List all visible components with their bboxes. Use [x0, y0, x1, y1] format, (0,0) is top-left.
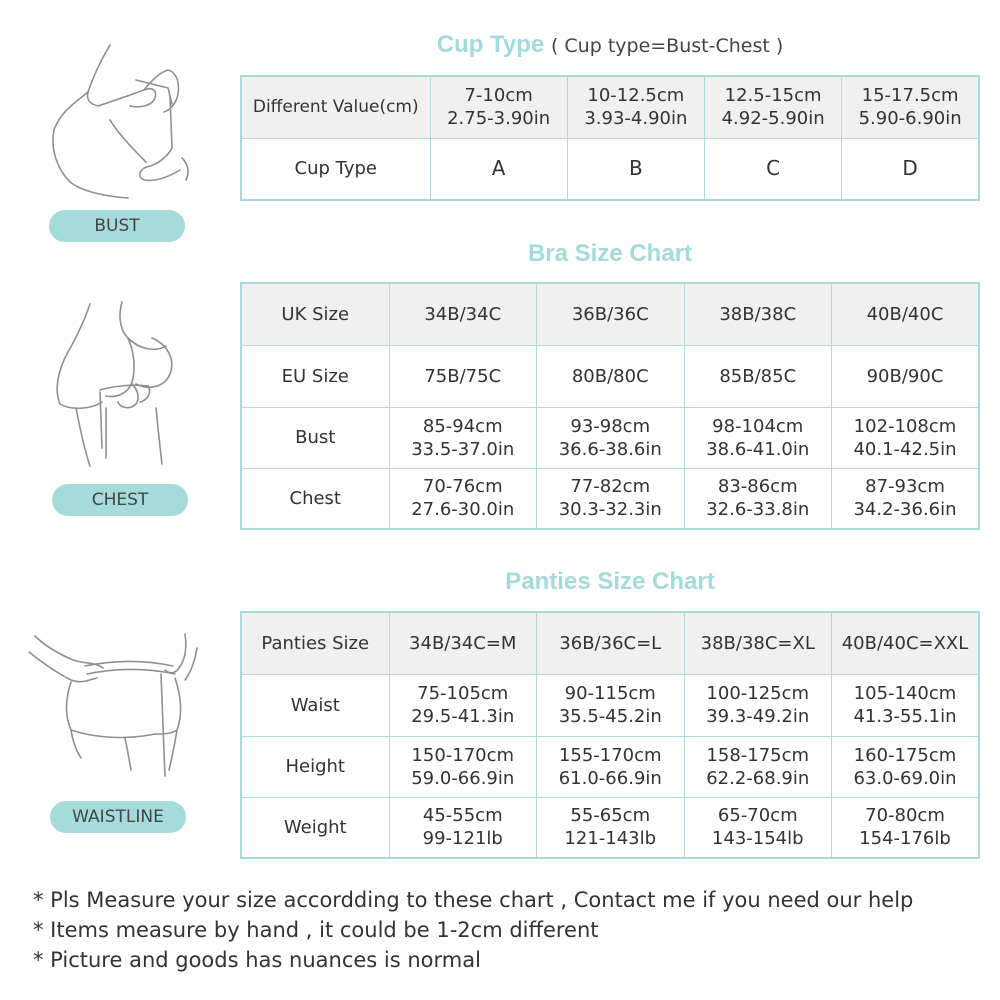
bust-measurement-illustration	[40, 40, 200, 200]
bra-size-cell: 90B/90C	[832, 345, 980, 407]
waistline-label: WAISTLINE	[50, 801, 186, 833]
chest-cell: 70-76cm 27.6-30.0in	[389, 468, 537, 529]
cup-range-cell: 12.5-15cm 4.92-5.90in	[705, 76, 842, 138]
waistline-measurement-illustration	[25, 630, 205, 780]
eu-size-row-header: EU Size	[241, 345, 389, 407]
panties-size-cell: 40B/40C=XXL	[832, 612, 980, 674]
bra-size-cell: 36B/36C	[537, 283, 685, 345]
cup-range-cell: 10-12.5cm 3.93-4.90in	[567, 76, 704, 138]
bra-size-cell: 40B/40C	[832, 283, 980, 345]
different-value-header: Different Value(cm)	[241, 76, 430, 138]
cup-letter-cell: A	[430, 138, 567, 200]
bra-size-cell: 80B/80C	[537, 345, 685, 407]
bra-size-cell: 34B/34C	[389, 283, 537, 345]
weight-cell: 55-65cm 121-143lb	[537, 797, 685, 858]
weight-cell: 70-80cm 154-176lb	[832, 797, 980, 858]
bust-cell: 102-108cm 40.1-42.5in	[832, 407, 980, 468]
chest-row-header: Chest	[241, 468, 389, 529]
height-cell: 150-170cm 59.0-66.9in	[389, 736, 537, 797]
weight-row-header: Weight	[241, 797, 389, 858]
panties-size-cell: 36B/36C=L	[537, 612, 685, 674]
bust-cell: 98-104cm 38.6-41.0in	[684, 407, 832, 468]
bra-size-chart-title: Bra Size Chart	[527, 240, 693, 267]
weight-cell: 45-55cm 99-121lb	[389, 797, 537, 858]
bra-size-table	[240, 282, 980, 530]
weight-cell: 65-70cm 143-154lb	[684, 797, 832, 858]
chest-measurement-illustration	[40, 298, 200, 468]
cup-range-cell: 7-10cm 2.75-3.90in	[430, 76, 567, 138]
panties-size-cell: 34B/34C=M	[389, 612, 537, 674]
height-row-header: Height	[241, 736, 389, 797]
bust-cell: 93-98cm 36.6-38.6in	[537, 407, 685, 468]
chest-label: CHEST	[52, 484, 188, 516]
panties-size-table	[240, 611, 980, 859]
chest-cell: 87-93cm 34.2-36.6in	[832, 468, 980, 529]
bra-size-cell: 38B/38C	[684, 283, 832, 345]
bra-size-cell: 75B/75C	[389, 345, 537, 407]
cup-type-subtitle: ( Cup type=Bust-Chest )	[550, 35, 784, 57]
cup-type-table	[240, 75, 980, 201]
cup-range-cell: 15-17.5cm 5.90-6.90in	[842, 76, 979, 138]
waist-row-header: Waist	[241, 674, 389, 736]
waist-cell: 90-115cm 35.5-45.2in	[537, 674, 685, 736]
bust-label: BUST	[49, 210, 185, 242]
bust-row-header: Bust	[241, 407, 389, 468]
waist-cell: 105-140cm 41.3-55.1in	[832, 674, 980, 736]
bra-size-cell: 85B/85C	[684, 345, 832, 407]
panties-size-chart-title: Panties Size Chart	[505, 568, 715, 595]
height-cell: 155-170cm 61.0-66.9in	[537, 736, 685, 797]
bust-cell: 85-94cm 33.5-37.0in	[389, 407, 537, 468]
note-picture-nuances: * Picture and goods has nuances is normal	[33, 948, 481, 972]
cup-letter-cell: B	[567, 138, 704, 200]
panties-size-row-header: Panties Size	[241, 612, 389, 674]
note-measure-size: * Pls Measure your size accordding to these chart , Contact me if you need our help	[33, 888, 914, 912]
chest-cell: 83-86cm 32.6-33.8in	[684, 468, 832, 529]
panties-size-cell: 38B/38C=XL	[684, 612, 832, 674]
cup-letter-cell: D	[842, 138, 979, 200]
cup-type-row-header: Cup Type	[241, 138, 430, 200]
cup-type-title: Cup Type	[436, 31, 545, 58]
cup-type-heading	[240, 31, 980, 59]
chest-cell: 77-82cm 30.3-32.3in	[537, 468, 685, 529]
height-cell: 158-175cm 62.2-68.9in	[684, 736, 832, 797]
uk-size-row-header: UK Size	[241, 283, 389, 345]
waist-cell: 100-125cm 39.3-49.2in	[684, 674, 832, 736]
height-cell: 160-175cm 63.0-69.0in	[832, 736, 980, 797]
cup-letter-cell: C	[705, 138, 842, 200]
waist-cell: 75-105cm 29.5-41.3in	[389, 674, 537, 736]
note-measure-by-hand: * Items measure by hand , it could be 1-2cm different	[33, 918, 599, 942]
